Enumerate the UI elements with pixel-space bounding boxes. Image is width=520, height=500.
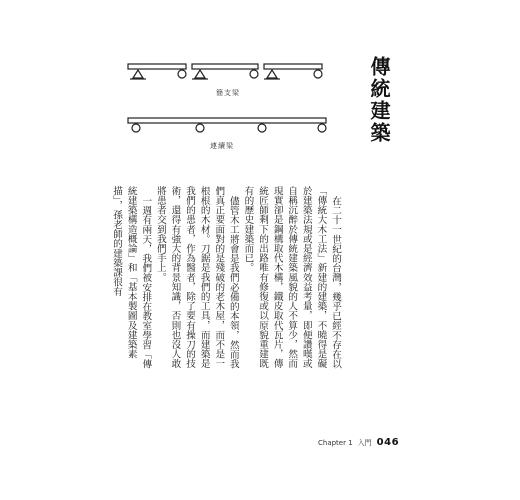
beam-span-1 — [128, 64, 186, 69]
page-title: 傳統建築 — [367, 56, 391, 144]
page-number: 046 — [376, 437, 400, 448]
continuous-beam-figure — [122, 112, 332, 136]
roller-support — [178, 70, 186, 78]
simple-beam-figure — [122, 58, 332, 82]
paragraph-2: 儘管木工將會是我們必備的本領，然而我們真正要面對的是殘破的老木屋，而不是一根根的木材。刀鋸是我們的工具，而建築是我們的患者，作為醫者，除了要有操刀的技術，還得有強大的背景知識，否則也沒人敢將患者交到我們手上。 — [154, 186, 239, 369]
pin-support — [133, 70, 143, 78]
continuous-beam-caption: 連續梁 — [210, 142, 234, 150]
page-footer — [318, 437, 408, 448]
continuous-beam — [128, 118, 326, 123]
paragraph-3: 一週有兩天，我們被安排在教室學習「傳統建築構造概論」和「基本製圖及建築素描」，孫老師的建築課很有 — [111, 186, 152, 369]
paragraph-1: 在二十一世紀的台灣，幾乎已經不存在以「傳統大木工法」新建的建築，不曉得是礙於建築法規或是經濟效益考量，即便讚嘆或自稱沉醉於傳統建築風貌的人不算少，然而現實卻是鋼構取代木構，鐵皮取代瓦片，傳統匠師剩下的出路唯有修復或以原貌重建既有的歷史建築而已。 — [242, 186, 341, 369]
simple-beam-caption: 簡支梁 — [216, 89, 240, 97]
section-label: 入門 — [357, 439, 372, 447]
beam-span-3 — [264, 64, 322, 69]
body-text — [111, 186, 342, 376]
beam-span-2 — [192, 64, 258, 69]
chapter-label: Chapter 1 — [318, 439, 353, 447]
